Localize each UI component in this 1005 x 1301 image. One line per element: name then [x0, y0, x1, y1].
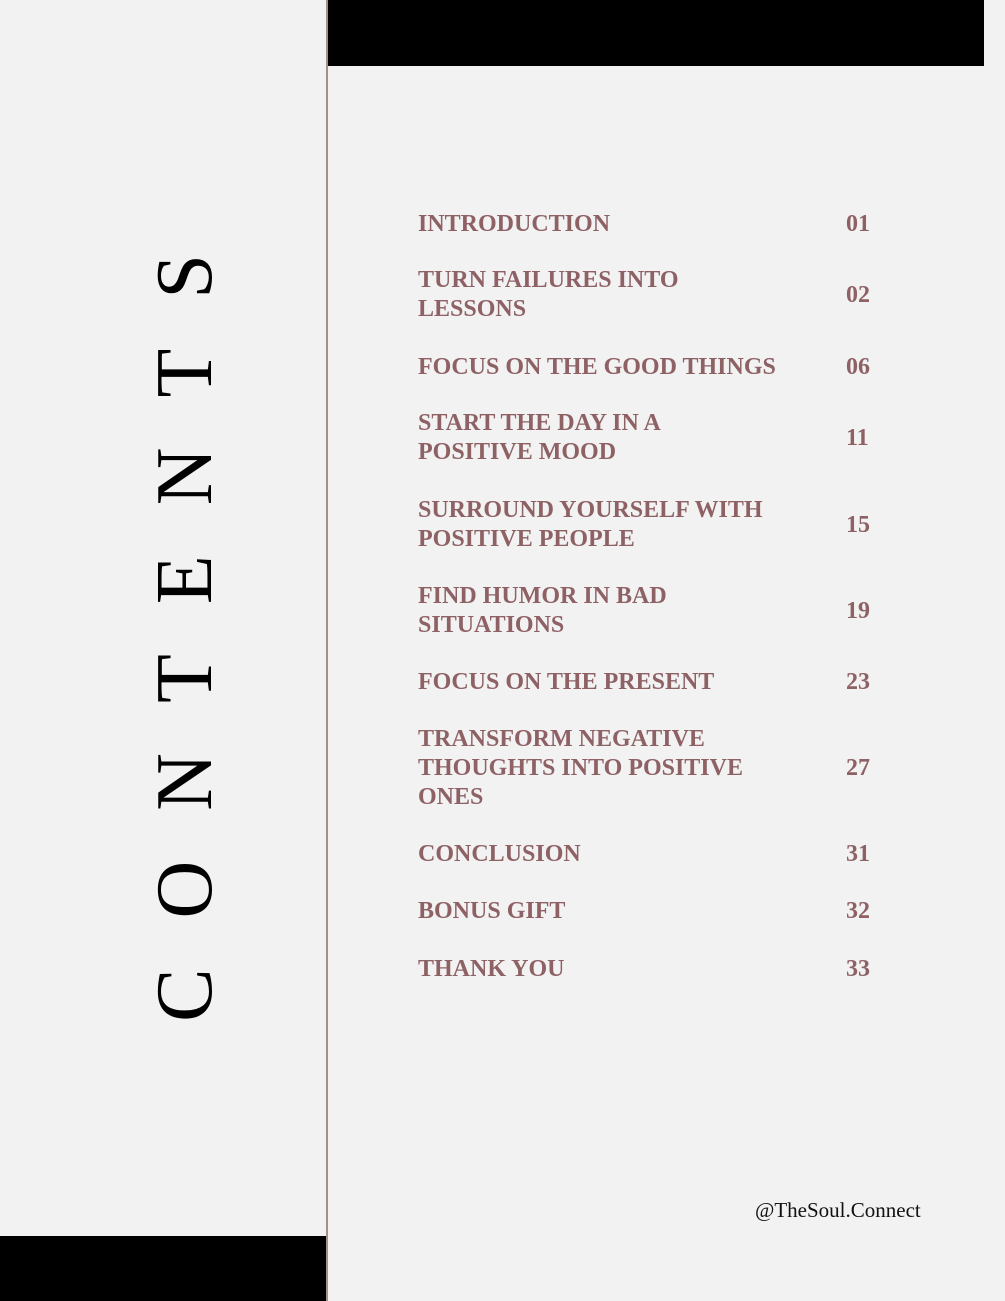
toc-page-number: 33	[846, 956, 870, 982]
toc-title: INTRODUCTION	[418, 211, 611, 237]
toc-row[interactable]	[418, 210, 878, 239]
toc-page-number: 27	[846, 755, 870, 781]
vertical-divider	[326, 0, 328, 1301]
toc-title: FOCUS ON THE PRESENT	[418, 669, 715, 695]
toc-page-number: 19	[846, 597, 870, 624]
toc-page-number: 15	[846, 511, 870, 538]
toc-page-number: 01	[846, 211, 870, 237]
toc-row[interactable]	[418, 266, 878, 324]
toc-title: FIND HUMOR IN BAD SITUATIONS	[418, 583, 667, 638]
toc-row[interactable]	[418, 840, 878, 869]
toc-page-number: 02	[846, 281, 870, 308]
toc-page-number: 23	[846, 669, 870, 695]
toc-title: THANK YOU	[418, 956, 565, 982]
bottom-black-bar	[0, 1236, 327, 1301]
toc-row[interactable]	[418, 353, 878, 382]
toc-page-number: 11	[846, 424, 869, 451]
toc-title: BONUS GIFT	[418, 898, 566, 924]
toc-title: TRANSFORM NEGATIVE THOUGHTS INTO POSITIVE ONES	[418, 726, 743, 810]
toc-row[interactable]	[418, 725, 878, 812]
toc-title: CONCLUSION	[418, 841, 581, 867]
toc-page-number: 31	[846, 841, 870, 867]
toc-row[interactable]	[418, 668, 878, 697]
toc-row[interactable]	[418, 955, 878, 984]
toc-row[interactable]	[418, 582, 878, 640]
toc-row[interactable]	[418, 897, 878, 926]
toc-row[interactable]	[418, 409, 878, 467]
toc-title: TURN FAILURES INTO LESSONS	[418, 267, 679, 322]
toc-title: START THE DAY IN A POSITIVE MOOD	[418, 410, 660, 465]
contents-vertical-title: CONTENTS	[141, 204, 229, 1022]
toc-title: FOCUS ON THE GOOD THINGS	[418, 354, 776, 380]
social-handle: @TheSoul.Connect	[755, 1198, 921, 1222]
toc-row[interactable]	[418, 496, 878, 554]
toc-title: SURROUND YOURSELF WITH POSITIVE PEOPLE	[418, 497, 763, 552]
toc-page-number: 32	[846, 898, 870, 924]
toc-page-number: 06	[846, 354, 870, 380]
top-black-bar	[327, 0, 984, 66]
